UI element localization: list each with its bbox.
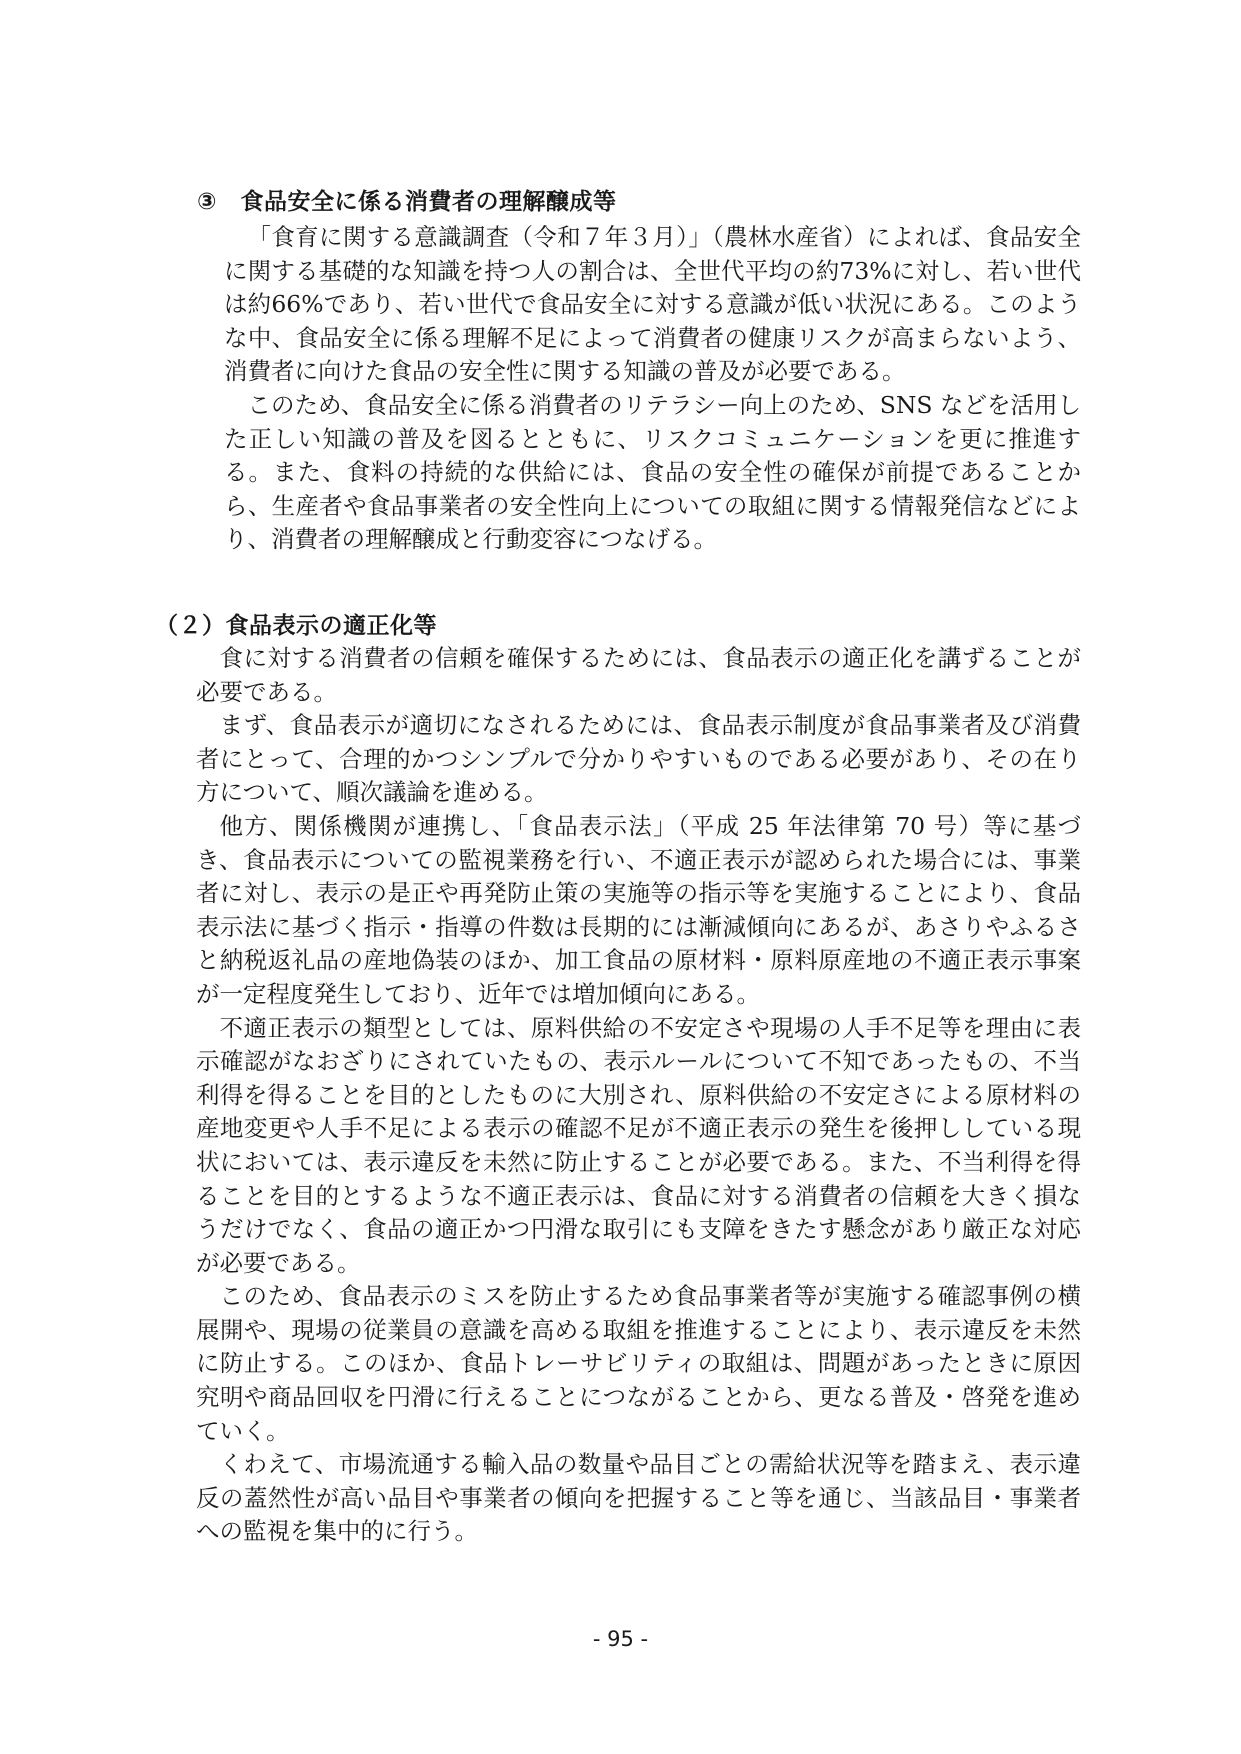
paragraph: くわえて、市場流通する輸入品の数量や品目ごとの需給状況等を踏まえ、表示違反の蓋然性が高い品目や事業者の傾向を把握すること等を通じ、当該品目・事業者への監視を集中的に行う。 [196,1450,1081,1546]
section-body-food-safety-understanding [224,221,1081,557]
paragraph: まず、食品表示が適切になされるためには、食品表示制度が食品事業者及び消費者にとって、合理的かつシンプルで分かりやすいものである必要があり、その在り方について、順次議論を進める。 [196,711,1081,807]
paragraph: 不適正表示の類型としては、原料供給の不安定さや現場の人手不足等を理由に表示確認がなおざりにされていたもの、表示ルールについて不知であったもの、不当利得を得ることを目的としたものに大別され、原料供給の不安定さによる原材料の産地変更や人手不足による表示の確認不足が不適正表示の発生を後押ししている現状においては、表示違反を未然に防止することが必要である。また、不当利得を得ることを目的とするような不適正表示は、食品に対する消費者の信頼を大きく損なうだけでなく、食品の適正かつ円滑な取引にも支障をきたす懸念があり厳正な対応が必要である。 [196,1013,1081,1277]
paragraph: 他方、関係機関が連携し、「食品表示法」（平成 25 年法律第 70 号）等に基づき、食品表示についての監視業務を行い、不適正表示が認められた場合には、事業者に対し、表示の是正や再発防止策の実施等の指示等を実施することにより、食品表示法に基づく指示・指導の件数は長期的には漸減傾向にあるが、あさりやふるさと納税返礼品の産地偽装のほか、加工食品の原材料・原料原産地の不適正表示事案が一定程度発生しており、近年では増加傾向にある。 [196,811,1081,1008]
section-heading-food-labeling: （２）食品表示の適正化等 [155,613,437,639]
section-body-food-labeling [196,642,1081,1549]
paragraph: 食に対する消費者の信頼を確保するためには、食品表示の適正化を講ずることが必要である。 [196,644,1081,706]
section-heading-food-safety-understanding: ③ 食品安全に係る消費者の理解醸成等 [197,189,617,215]
paragraph: このため、食品表示のミスを防止するため食品事業者等が実施する確認事例の横展開や、現場の従業員の意識を高める取組を推進することにより、表示違反を未然に防止する。このほか、食品トレーサビリティの取組は、問題があったときに原因究明や商品回収を円滑に行えることにつながることから、更なる普及・啓発を進めていく。 [196,1282,1081,1445]
paragraph: 「食育に関する意識調査（令和７年３月）」（農林水産省）によれば、食品安全に関する基礎的な知識を持つ人の割合は、全世代平均の約73%に対し、若い世代は約66%であり、若い世代で食品安全に対する意識が低い状況にある。このような中、食品安全に係る理解不足によって消費者の健康リスクが高まらないよう、消費者に向けた食品の安全性に関する知識の普及が必要である。 [224,223,1081,386]
page-number: - 95 - [592,1627,649,1651]
paragraph: このため、食品安全に係る消費者のリテラシー向上のため、SNS などを活用した正しい知識の普及を図るとともに、リスクコミュニケーションを更に推進する。また、食料の持続的な供給には、食品の安全性の確保が前提であることから、生産者や食品事業者の安全性向上についての取組に関する情報発信などにより、消費者の理解醸成と行動変容につなげる。 [224,390,1081,554]
